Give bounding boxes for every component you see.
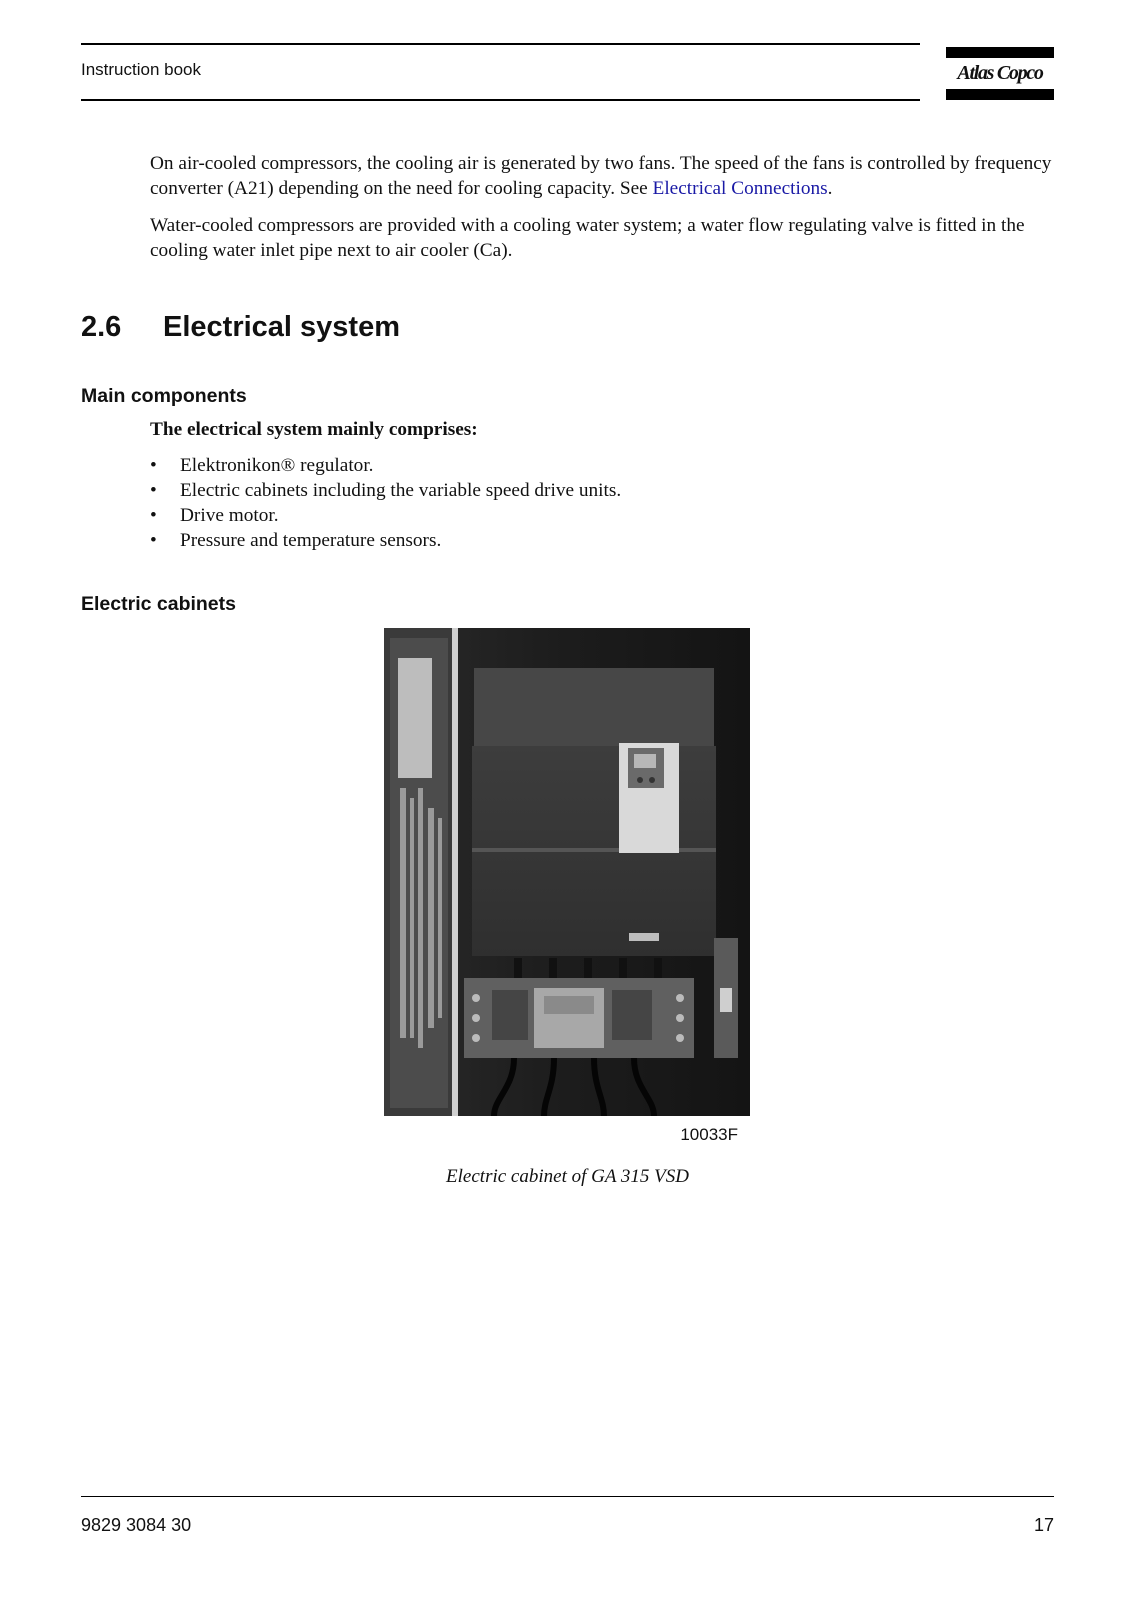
main-components-heading: Main components	[81, 385, 247, 407]
section-title: Electrical system	[163, 311, 400, 343]
header-top-rule	[81, 43, 920, 45]
components-list	[150, 455, 621, 555]
document-number: 9829 3084 30	[81, 1515, 192, 1535]
electric-cabinet-photo	[384, 628, 750, 1116]
figure-code: 10033F	[680, 1125, 738, 1144]
list-item: • Elektronikon® regulator.	[150, 455, 374, 476]
list-item: • Drive motor.	[150, 505, 279, 526]
section-number: 2.6	[81, 311, 122, 343]
document-type-label: Instruction book	[81, 60, 202, 79]
intro-paragraph-water-cooled: Water-cooled compressors are provided with a cooling water system; a water flow regulating valve is fitted in the cooling water inlet pipe next to air cooler (Ca).	[150, 215, 1025, 261]
electric-cabinets-heading: Electric cabinets	[81, 593, 236, 615]
list-item: • Pressure and temperature sensors.	[150, 530, 442, 551]
figure-caption: Electric cabinet of GA 315 VSD	[446, 1166, 689, 1187]
atlas-copco-logo: Atlas Copco	[946, 47, 1054, 100]
header-bottom-rule	[81, 99, 920, 101]
page-number: 17	[1033, 1515, 1054, 1535]
components-intro: The electrical system mainly comprises:	[150, 419, 478, 440]
intro-paragraph-air-cooled: On air-cooled compressors, the cooling air is generated by two fans. The speed of the fans is controlled by frequency converter (A21) depending on the need for cooling capacity. See Electrical Connections.	[150, 153, 1052, 199]
list-item: • Electric cabinets including the variable speed drive units.	[150, 480, 622, 501]
electrical-connections-link[interactable]: Electrical Connections	[652, 178, 828, 199]
footer-rule	[81, 1496, 1054, 1497]
